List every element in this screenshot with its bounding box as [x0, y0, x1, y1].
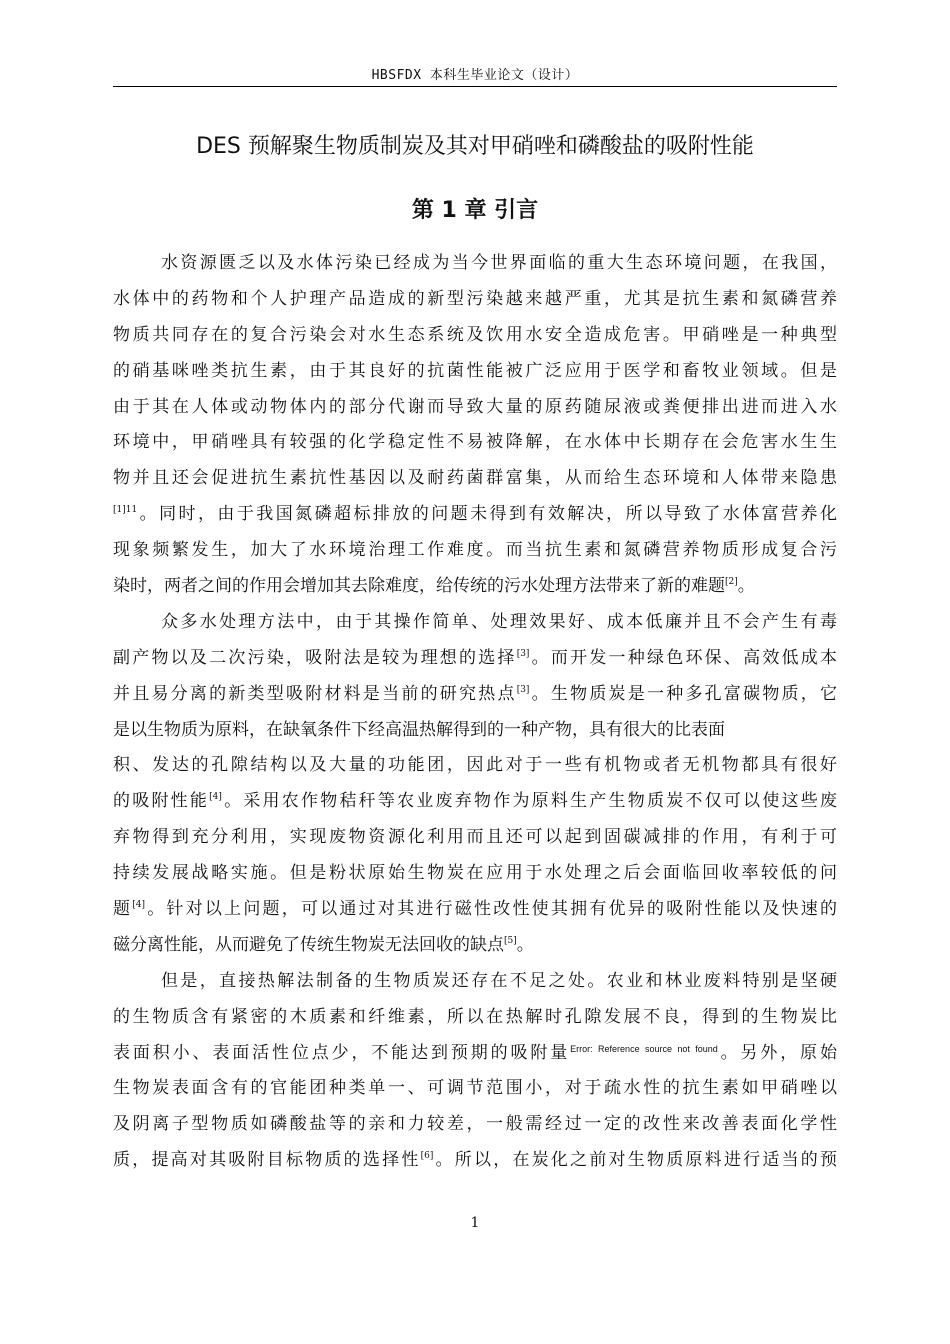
citation: [2] [725, 577, 738, 588]
text-line: 的生物质含有紧密的木质素和纤维素，所以在热解时孔隙发展不良，得到的生物炭比 [113, 1006, 837, 1027]
chapter-heading: 第 1 章 引言 [411, 198, 539, 223]
text-line: 环境中，甲硝唑具有较强的化学稳定性不易被降解，在水体中长期存在会危害水生生 [113, 432, 837, 453]
citation: [1]11 [113, 505, 138, 516]
text-line: 由于其在人体或动物体内的部分代谢而导致大量的原药随尿液或粪便排出进而进入水 [113, 396, 837, 417]
citation: [3] [516, 648, 530, 659]
text-line: 现象频繁发生，加大了水环境治理工作难度。而当抗生素和氮磷营养物质形成复合污 [113, 540, 837, 561]
text-line: 副产物以及二次污染，吸附法是较为理想的选择[3]。而开发一种绿色环保、高效低成本 [113, 647, 837, 668]
text-line: 磁分离性能，从而避免了传统生物炭无法回收的缺点[5]。 [113, 934, 534, 955]
citation-error: Error: Reference source not found [570, 1043, 718, 1054]
page-number: 1 [470, 1215, 480, 1231]
text-line: 水体中的药物和个人护理产品造成的新型污染越来越严重，尤其是抗生素和氮磷营养 [113, 288, 837, 309]
text-line: 染时，两者之间的作用会增加其去除难度，给传统的污水处理方法带来了新的难题[2]。 [113, 576, 755, 597]
text-line: 的吸附性能[4]。采用农作物秸秆等农业废弃物作为原料生产生物质炭不仅可以使这些废 [113, 791, 837, 812]
text-line: 物质共同存在的复合污染会对水生态系统及饮用水安全造成危害。甲硝唑是一种典型 [113, 324, 837, 345]
header-rule [113, 86, 837, 87]
citation: [4] [209, 792, 222, 803]
citation: [5] [504, 935, 517, 946]
text-line: 并且易分离的新类型吸附材料是当前的研究热点[3]。生物质炭是一种多孔富碳物质，它 [113, 683, 837, 704]
body-text [113, 249, 837, 1182]
text-line: 持续发展战略实施。但是粉状原始生物炭在应用于水处理之后会面临回收率较低的问 [113, 863, 837, 884]
text-line: 水资源匮乏以及水体污染已经成为当今世界面临的重大生态环境问题，在我国， [161, 253, 837, 273]
text-line: 是以生物质为原料，在缺氧条件下经高温热解得到的一种产物，具有很大的比表面 [113, 719, 725, 740]
running-header: HBSFDX 本科生毕业论文（设计） [371, 68, 579, 83]
text-line: 众多水处理方法中，由于其操作简单、处理效果好、成本低廉并且不会产生有毒 [161, 611, 837, 632]
text-line: $^{[1]11}$。同时，由于我国氮磷超标排放的问题未得到有效解决，所以导致了水体富营养化 [113, 504, 837, 525]
text-line: 的硝基咪唑类抗生素，由于其良好的抗菌性能被广泛应用于医学和畜牧业领域。但是 [113, 360, 837, 381]
citation: [6] [420, 1151, 434, 1162]
document-title: DES 预解聚生物质制炭及其对甲硝唑和磷酸盐的吸附性能 [196, 134, 754, 159]
text-line: 表面积小、表面活性位点少，不能达到预期的吸附量$^{Error: Reference source not found}$。另外，原始 [113, 1042, 837, 1063]
text-line: 弃物得到充分利用，实现废物资源化利用而且还可以起到固碳减排的作用，有利于可 [113, 827, 837, 848]
text-line: 题[4]。针对以上问题，可以通过对其进行磁性改性使其拥有优异的吸附性能以及快速的 [113, 899, 837, 920]
citation: [4] [132, 900, 145, 911]
text-line: 积、发达的孔隙结构以及大量的功能团，因此对于一些有机物或者无机物都具有很好 [113, 755, 837, 776]
text-line: 但是，直接热解法制备的生物质炭还存在不足之处。农业和林业废料特别是坚硬 [161, 970, 837, 991]
text-line: 生物炭表面含有的官能团种类单一、可调节范围小，对于疏水性的抗生素如甲硝唑以 [113, 1078, 837, 1099]
text-line: 及阴离子型物质如磷酸盐等的亲和力较差，一般需经过一定的改性来改善表面化学性 [113, 1114, 837, 1135]
text-line: 物并且还会促进抗生素抗性基因以及耐药菌群富集，从而给生态环境和人体带来隐患 [113, 468, 837, 489]
text-line: 质，提高对其吸附目标物质的选择性[6]。所以，在炭化之前对生物质原料进行适当的预 [113, 1150, 837, 1171]
citation: [3] [516, 684, 530, 695]
